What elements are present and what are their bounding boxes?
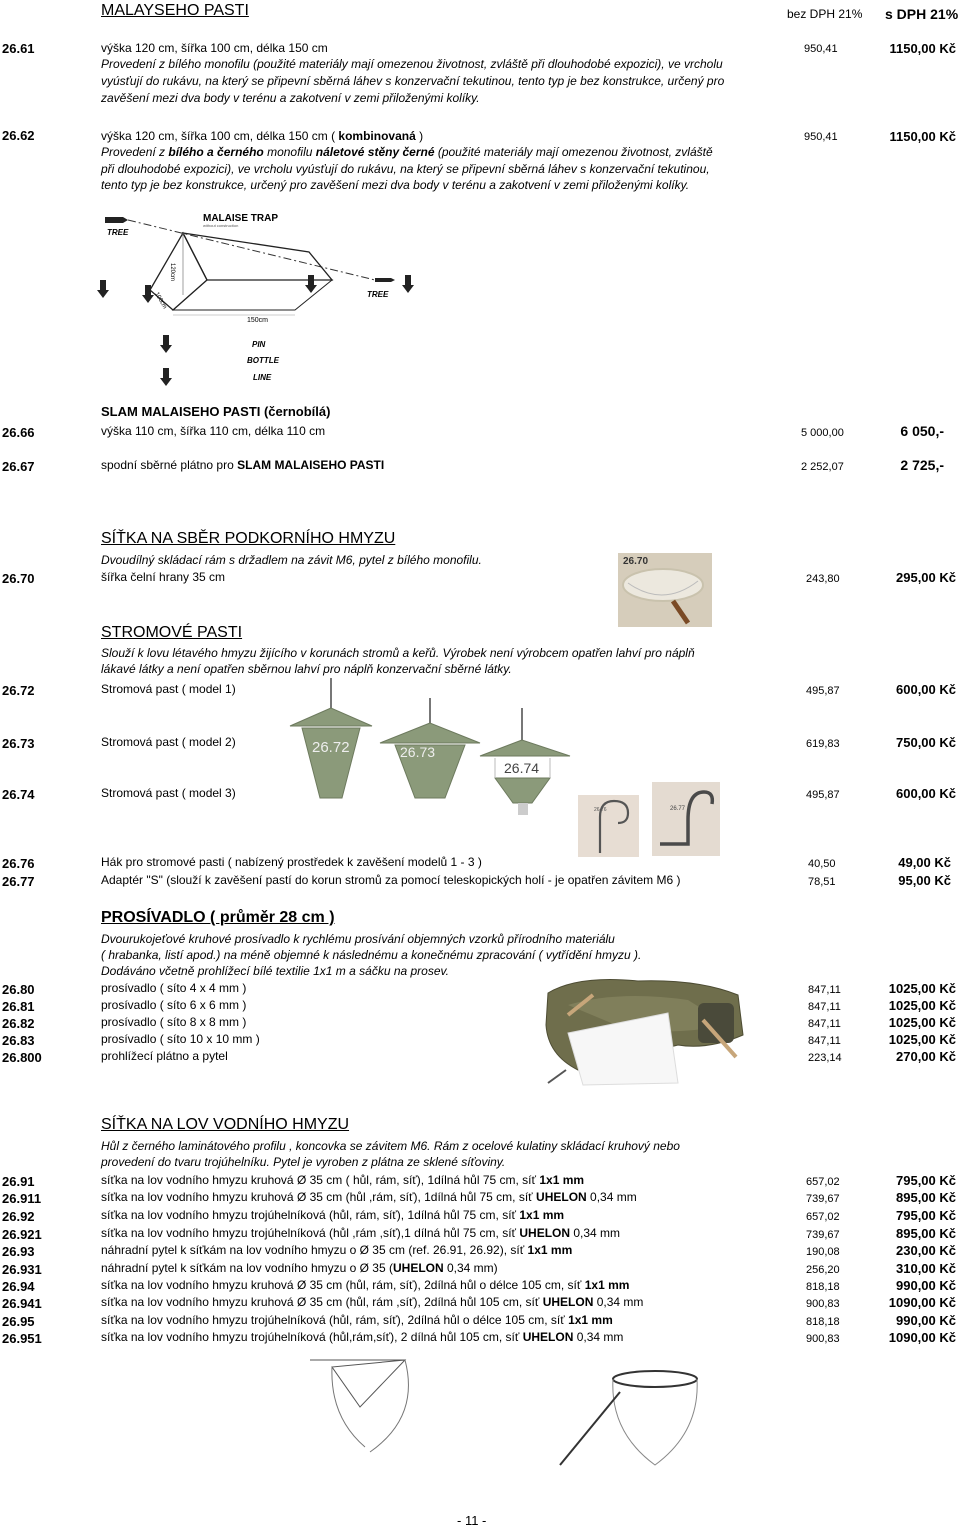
- item-code: 26.77: [2, 874, 35, 889]
- text-part: spodní sběrné plátno pro: [101, 458, 238, 472]
- item-code: 26.93: [2, 1244, 35, 1259]
- price-gross: 1025,00 Kč: [888, 1032, 956, 1047]
- price-gross: 230,00 Kč: [896, 1243, 956, 1258]
- section-description: Slouží k lovu létavého hmyzu žijícího v korunách stromů a keřů. Výrobek není výrobcem opatřen lahví pro náplň: [101, 646, 695, 660]
- item-code: 26.67: [2, 459, 35, 474]
- text-part: síťka na lov vodního hmyzu trojúhelníková (hůl ,rám ,síť),1 dílná hůl 75 cm, síť: [101, 1226, 520, 1240]
- desc-bold: náletové stěny černé: [315, 145, 435, 159]
- item-text: prohlížecí plátno a pytel: [101, 1049, 228, 1063]
- text-part: síťka na lov vodního hmyzu kruhová Ø 35 cm (hůl, rám, síť), 2dílná hůl o délce 105 cm, síť: [101, 1278, 585, 1292]
- mesh-type: 1x1 mm: [539, 1173, 585, 1187]
- bark-net-photo: [618, 553, 712, 627]
- price-net: 223,14: [808, 1052, 842, 1064]
- price-net: 243,80: [806, 573, 840, 585]
- item-code: 26.951: [2, 1331, 42, 1346]
- item-text: Stromová past ( model 3): [101, 786, 236, 800]
- item-code: 26.92: [2, 1209, 35, 1224]
- section-description: Dodáváno včetně prohlížecí bílé textilie 1x1 m a sáčku na prosev.: [101, 964, 449, 978]
- section-description: lákavé látky a není opatřen sběrnou lahví pro náplň konzervační sběrné látky.: [101, 662, 512, 676]
- item-title: [101, 129, 423, 143]
- item-code: 26.95: [2, 1314, 35, 1329]
- price-gross: 750,00 Kč: [896, 735, 956, 750]
- price-gross: 1025,00 Kč: [888, 998, 956, 1013]
- item-text: [101, 458, 384, 472]
- title-bold: kombinovaná: [338, 129, 416, 143]
- desc-part: Provedení z: [101, 145, 169, 159]
- desc-part: (použité materiály mají omezenou životnost, zvláště: [434, 145, 713, 159]
- text-part: náhradní pytel k síťkám na lov vodního hmyzu o Ø 35 (: [101, 1261, 393, 1275]
- item-text: výška 110 cm, šířka 110 cm, délka 110 cm: [101, 424, 326, 438]
- price-net: 495,87: [806, 789, 840, 801]
- price-gross: 1025,00 Kč: [888, 1015, 956, 1030]
- price-gross: 1150,00 Kč: [889, 41, 956, 56]
- text-part: 0,34 mm: [593, 1295, 644, 1309]
- tree-traps-drawing: [280, 678, 580, 818]
- section-description: ( hrabanka, listí apod.) na méně objemné k následnému a konečnému zpracování ( vytřídění hmyzu ).: [101, 948, 642, 962]
- mesh-type: UHELON: [519, 1226, 571, 1240]
- adapter-photo: [652, 782, 720, 856]
- price-net: 847,11: [808, 1018, 841, 1030]
- price-net: 657,02: [806, 1211, 840, 1223]
- price-net: 818,18: [806, 1316, 840, 1328]
- section-heading: SLAM MALAISEHO PASTI (černobílá): [101, 404, 331, 419]
- item-text: [101, 1313, 613, 1327]
- item-code: 26.61: [2, 41, 35, 56]
- desc-part: monofilu: [263, 145, 316, 159]
- price-net: 847,11: [808, 1035, 841, 1047]
- item-text: [101, 1295, 643, 1309]
- trap-label: 26.73: [400, 744, 436, 760]
- price-gross: 990,00 Kč: [896, 1278, 956, 1293]
- price-net: 739,67: [806, 1229, 840, 1241]
- item-code: 26.82: [2, 1016, 35, 1031]
- price-net: 2 252,07: [801, 461, 844, 473]
- price-gross: 895,00 Kč: [896, 1226, 956, 1241]
- mesh-type: UHELON: [536, 1190, 587, 1204]
- item-description: při dlouhodobé expozici), ve vrcholu vyúsťují do rukávu, na který se připevní sběrná láhev s konzervační tekutinou,: [101, 162, 710, 176]
- mesh-type: 1x1 mm: [568, 1313, 613, 1327]
- item-code: 26.91: [2, 1174, 35, 1189]
- trap-label: 26.72: [312, 739, 350, 756]
- price-gross: 6 050,-: [900, 423, 944, 439]
- item-text: šířka čelní hrany 35 cm: [101, 570, 226, 584]
- column-net-header: bez DPH 21%: [787, 7, 863, 21]
- photo-label: 26.77: [670, 806, 686, 812]
- text-part: síťka na lov vodního hmyzu trojúhelníková (hůl, rám, síť), 1dílná hůl 75 cm, síť: [101, 1208, 520, 1222]
- length-label: 150cm: [247, 317, 269, 324]
- title-part: ): [415, 129, 424, 143]
- price-gross: 49,00 Kč: [898, 855, 951, 870]
- item-text: [101, 1173, 584, 1187]
- section-description: Hůl z černého laminátového profilu , koncovka se závitem M6. Rám z ocelové kulatiny skládací kruhový nebo: [101, 1139, 680, 1153]
- item-text: [101, 1208, 564, 1222]
- column-gross-header: s DPH 21%: [885, 6, 959, 22]
- price-net: 818,18: [806, 1281, 840, 1293]
- trap-label: 26.74: [504, 760, 540, 776]
- price-gross: 310,00 Kč: [896, 1261, 956, 1276]
- item-description: [101, 145, 713, 159]
- item-text: prosívadlo ( síto 6 x 6 mm ): [101, 998, 247, 1012]
- item-code: 26.72: [2, 683, 35, 698]
- diagram-subtitle: without construction: [203, 223, 239, 228]
- price-gross: 1090,00 Kč: [888, 1295, 956, 1310]
- text-part: síťka na lov vodního hmyzu trojúhelníková (hůl,rám,síť), 2 dílná hůl 105 cm, síť: [101, 1330, 523, 1344]
- legend-pin: PIN: [252, 340, 266, 349]
- text-part: 0,34 mm: [586, 1190, 637, 1204]
- item-code: 26.74: [2, 787, 35, 802]
- price-net: 5 000,00: [801, 427, 844, 439]
- price-gross: 600,00 Kč: [896, 786, 956, 801]
- price-net: 847,11: [808, 1001, 841, 1013]
- price-net: 78,51: [808, 876, 836, 888]
- legend-line: LINE: [253, 373, 272, 382]
- price-net: 847,11: [808, 984, 841, 996]
- title-part: výška 120 cm, šířka 100 cm, délka 150 cm (: [101, 129, 339, 143]
- page-title: MALAYSEHO PASTI: [101, 2, 249, 19]
- item-code: 26.70: [2, 571, 35, 586]
- price-net: 495,87: [806, 685, 840, 697]
- item-text: Stromová past ( model 1): [101, 682, 236, 696]
- price-gross: 990,00 Kč: [896, 1313, 956, 1328]
- item-text: [101, 1243, 572, 1257]
- price-gross: 270,00 Kč: [896, 1049, 956, 1064]
- price-gross: 295,00 Kč: [896, 570, 956, 585]
- item-text: [101, 1261, 498, 1275]
- section-description: provedení do tvaru trojúhelníku. Pytel je vyroben z plátna ze sklené síťoviny.: [101, 1155, 506, 1169]
- photo-label: 26.76: [594, 807, 607, 813]
- price-net: 190,08: [806, 1246, 840, 1258]
- malaise-trap-diagram: [95, 205, 435, 395]
- text-part: 0,34 mm): [443, 1261, 498, 1275]
- page-number: - 11 -: [457, 1513, 487, 1528]
- mesh-type: UHELON: [392, 1261, 444, 1275]
- diagram-title: MALAISE TRAP: [203, 213, 278, 224]
- item-code: 26.94: [2, 1279, 35, 1294]
- section-description: Dvoudílný skládací rám s držadlem na závit M6, pytel z bílého monofilu.: [101, 553, 482, 567]
- text-part: síťka na lov vodního hmyzu kruhová Ø 35 cm ( hůl, rám, síť), 1dílná hůl 75 cm, síť: [101, 1173, 540, 1187]
- price-net: 739,67: [806, 1193, 840, 1205]
- section-heading: SÍŤKA NA SBĚR PODKORNÍHO HMYZU: [101, 530, 396, 547]
- text-part: 0,34 mm: [573, 1330, 624, 1344]
- item-text: prosívadlo ( síto 10 x 10 mm ): [101, 1032, 260, 1046]
- item-text: prosívadlo ( síto 4 x 4 mm ): [101, 981, 247, 995]
- price-net: 256,20: [806, 1264, 840, 1276]
- price-gross: 2 725,-: [900, 457, 944, 473]
- price-net: 657,02: [806, 1176, 840, 1188]
- item-text: [101, 1226, 620, 1240]
- width-label: 100cm: [153, 291, 168, 311]
- item-code: 26.931: [2, 1262, 42, 1277]
- item-code: 26.800: [2, 1050, 42, 1065]
- price-net: 950,41: [804, 43, 838, 55]
- hook-photo: [578, 795, 639, 857]
- price-net: 619,83: [806, 738, 840, 750]
- photo-label: 26.70: [623, 556, 649, 567]
- item-description: Provedení z bílého monofilu (použité materiály mají omezenou životnost, zvláště při dlouhodobé expozici), ve vrcholu: [101, 57, 723, 71]
- price-net: 900,83: [806, 1333, 840, 1345]
- item-text: [101, 1278, 629, 1292]
- item-text: [101, 1190, 637, 1204]
- price-gross: 795,00 Kč: [896, 1173, 956, 1188]
- desc-bold: bílého a černého: [168, 145, 264, 159]
- section-heading: STROMOVÉ PASTI: [101, 624, 243, 641]
- section-heading: PROSÍVADLO ( průměr 28 cm ): [101, 909, 335, 926]
- legend-bottle: BOTTLE: [247, 356, 279, 365]
- item-code: 26.73: [2, 736, 35, 751]
- item-text: Adaptér "S" (slouží k zavěšení pastí do korun stromů za pomocí teleskopických holí - je opatřen závitem M6 ): [101, 873, 681, 887]
- section-heading: SÍŤKA NA LOV VODNÍHO HMYZU: [101, 1116, 350, 1133]
- tree-label: TREE: [367, 290, 389, 299]
- item-text: [101, 1330, 623, 1344]
- text-part: 0,34 mm: [570, 1226, 621, 1240]
- sieve-photo: [538, 975, 754, 1087]
- price-gross: 1090,00 Kč: [888, 1330, 956, 1345]
- item-code: 26.921: [2, 1227, 42, 1242]
- item-code: 26.66: [2, 425, 35, 440]
- price-gross: 1150,00 Kč: [889, 129, 956, 144]
- item-code: 26.941: [2, 1296, 42, 1311]
- price-gross: 600,00 Kč: [896, 682, 956, 697]
- mesh-type: UHELON: [542, 1295, 594, 1309]
- tree-label: TREE: [107, 228, 129, 237]
- price-gross: 95,00 Kč: [898, 873, 951, 888]
- text-part: náhradní pytel k síťkám na lov vodního hmyzu o Ø 35 cm (ref. 26.91, 26.92), síť: [101, 1243, 528, 1257]
- item-description: vyúsťují do rukávu, na který se připevní sběrná láhev s konzervační tekutinou, tento typ je bez konstrukce, určený pro: [101, 74, 725, 88]
- height-label: 120cm: [169, 263, 175, 282]
- price-net: 900,83: [806, 1298, 840, 1310]
- text-part: síťka na lov vodního hmyzu kruhová Ø 35 cm (hůl ,rám, síť), 1dílná hůl 75 cm, síť: [101, 1190, 537, 1204]
- text-part: síťka na lov vodního hmyzu trojúhelníková (hůl, rám, síť), 2dílná hůl o délce 105 cm, síť: [101, 1313, 569, 1327]
- mesh-type: UHELON: [522, 1330, 574, 1344]
- price-gross: 795,00 Kč: [896, 1208, 956, 1223]
- item-code: 26.80: [2, 982, 35, 997]
- price-gross: 895,00 Kč: [896, 1190, 956, 1205]
- text-bold: SLAM MALAISEHO PASTI: [237, 458, 385, 472]
- text-part: síťka na lov vodního hmyzu kruhová Ø 35 cm (hůl, rám ,síť), 2dílná hůl 105 cm, síť: [101, 1295, 543, 1309]
- item-text: Stromová past ( model 2): [101, 735, 236, 749]
- item-code: 26.62: [2, 128, 35, 143]
- price-net: 40,50: [808, 858, 836, 870]
- item-code: 26.81: [2, 999, 35, 1014]
- price-gross: 1025,00 Kč: [888, 981, 956, 996]
- item-code: 26.76: [2, 856, 35, 871]
- water-nets-drawing: [310, 1357, 710, 1477]
- item-text: Hák pro stromové pasti ( nabízený prostředek k zavěšení modelů 1 - 3 ): [101, 855, 482, 869]
- item-description: zavěšení mezi dva body v terénu a zakotvení v zemi přiloženými kolíky.: [101, 91, 480, 105]
- item-code: 26.911: [2, 1191, 42, 1206]
- mesh-type: 1x1 mm: [527, 1243, 573, 1257]
- mesh-type: 1x1 mm: [519, 1208, 565, 1222]
- item-code: 26.83: [2, 1033, 35, 1048]
- item-description: tento typ je bez konstrukce, určený pro zavěšení mezi dva body v terénu a zakotvení v zemi přiloženými kolíky.: [101, 178, 690, 192]
- item-text: prosívadlo ( síto 8 x 8 mm ): [101, 1015, 247, 1029]
- item-title: výška 120 cm, šířka 100 cm, délka 150 cm: [101, 41, 328, 55]
- section-description: Dvourukojeťové kruhové prosívadlo k rychlému prosívání objemných vzorků přírodního materiálu: [101, 932, 615, 946]
- mesh-type: 1x1 mm: [584, 1278, 630, 1292]
- price-net: 950,41: [804, 131, 838, 143]
